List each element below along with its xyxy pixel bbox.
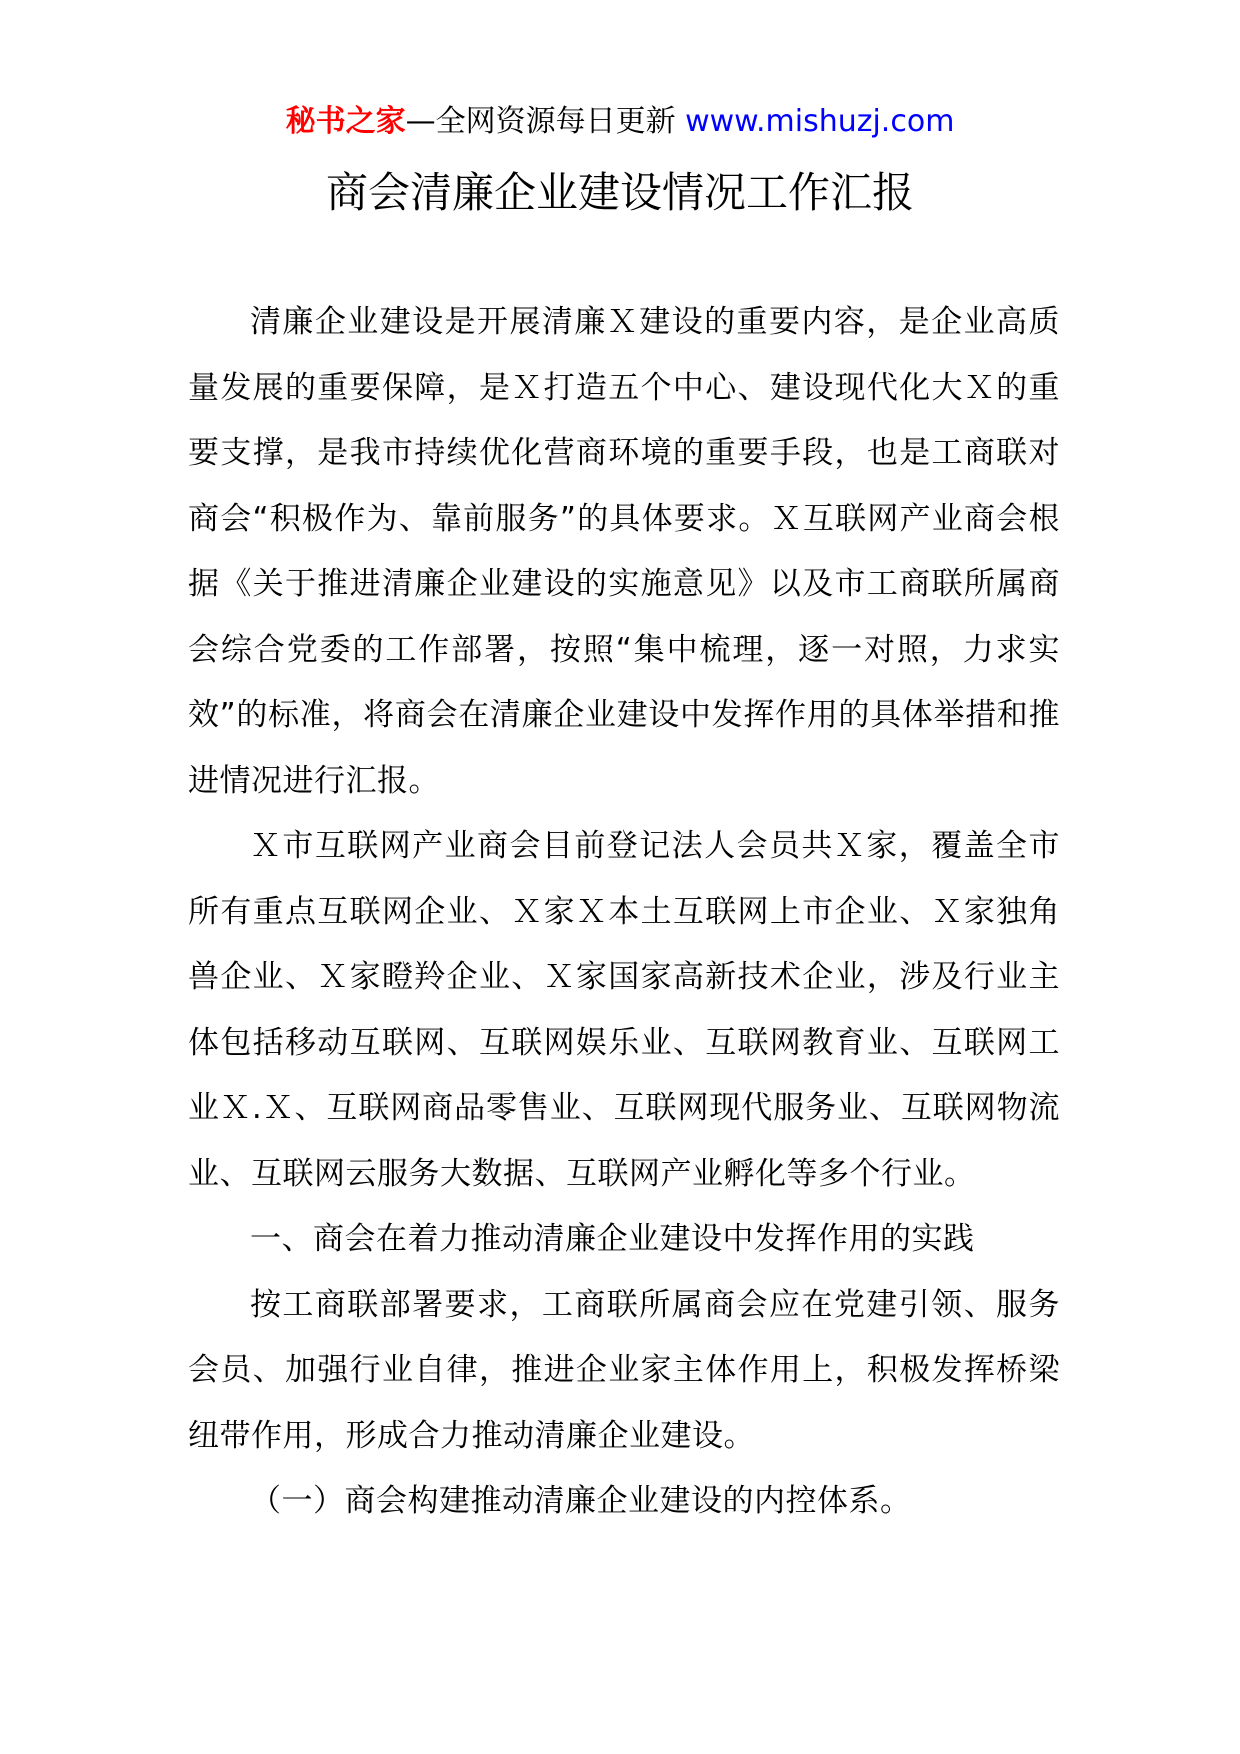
subsection-heading-1: （一）商会构建推动清廉企业建设的内控体系。 bbox=[250, 1483, 912, 1519]
document-body bbox=[188, 290, 1060, 1535]
paragraph-requirements: 按工商联部署要求，工商联所属商会应在党建引领、服务会员、加强行业自律，推进企业家主体作用上，积极发挥桥梁纽带作用，形成合力推动清廉企业建设。 bbox=[188, 1286, 1060, 1454]
paragraph-intro: 清廉企业建设是开展清廉Ｘ建设的重要内容，是企业高质量发展的重要保障，是Ｘ打造五个中心、建设现代化大Ｘ的重要支撑，是我市持续优化营商环境的重要手段，也是工商联对商会“积极作为、靠前服务”的具体要求。Ｘ互联网产业商会根据《关于推进清廉企业建设的实施意见》以及市工商联所属商会综合党委的工作部署，按照“集中梳理，逐一对照，力求实效”的标准，将商会在清廉企业建设中发挥作用的具体举措和推进情况进行汇报。 bbox=[188, 304, 1060, 799]
brand-name: 秘书之家 bbox=[285, 104, 406, 139]
paragraph-members: Ｘ市互联网产业商会目前登记法人会员共Ｘ家，覆盖全市所有重点互联网企业、Ｘ家Ｘ本土互联网上市企业、Ｘ家独角兽企业、Ｘ家瞪羚企业、Ｘ家国家高新技术企业，涉及行业主体包括移动互联网、互联网娱乐业、互联网教育业、互联网工业Ｘ.Ｘ、互联网商品零售业、互联网现代服务业、互联网物流业、互联网云服务大数据、互联网产业孵化等多个行业。 bbox=[188, 828, 1060, 1192]
banner-slogan: —全网资源每日更新 bbox=[405, 104, 676, 139]
section-heading-1: 一、商会在着力推动清廉企业建设中发挥作用的实践 bbox=[250, 1221, 975, 1257]
site-banner bbox=[0, 100, 1240, 144]
site-url: www.mishuzj.com bbox=[675, 104, 955, 139]
document-title: 商会清廉企业建设情况工作汇报 bbox=[325, 168, 914, 217]
